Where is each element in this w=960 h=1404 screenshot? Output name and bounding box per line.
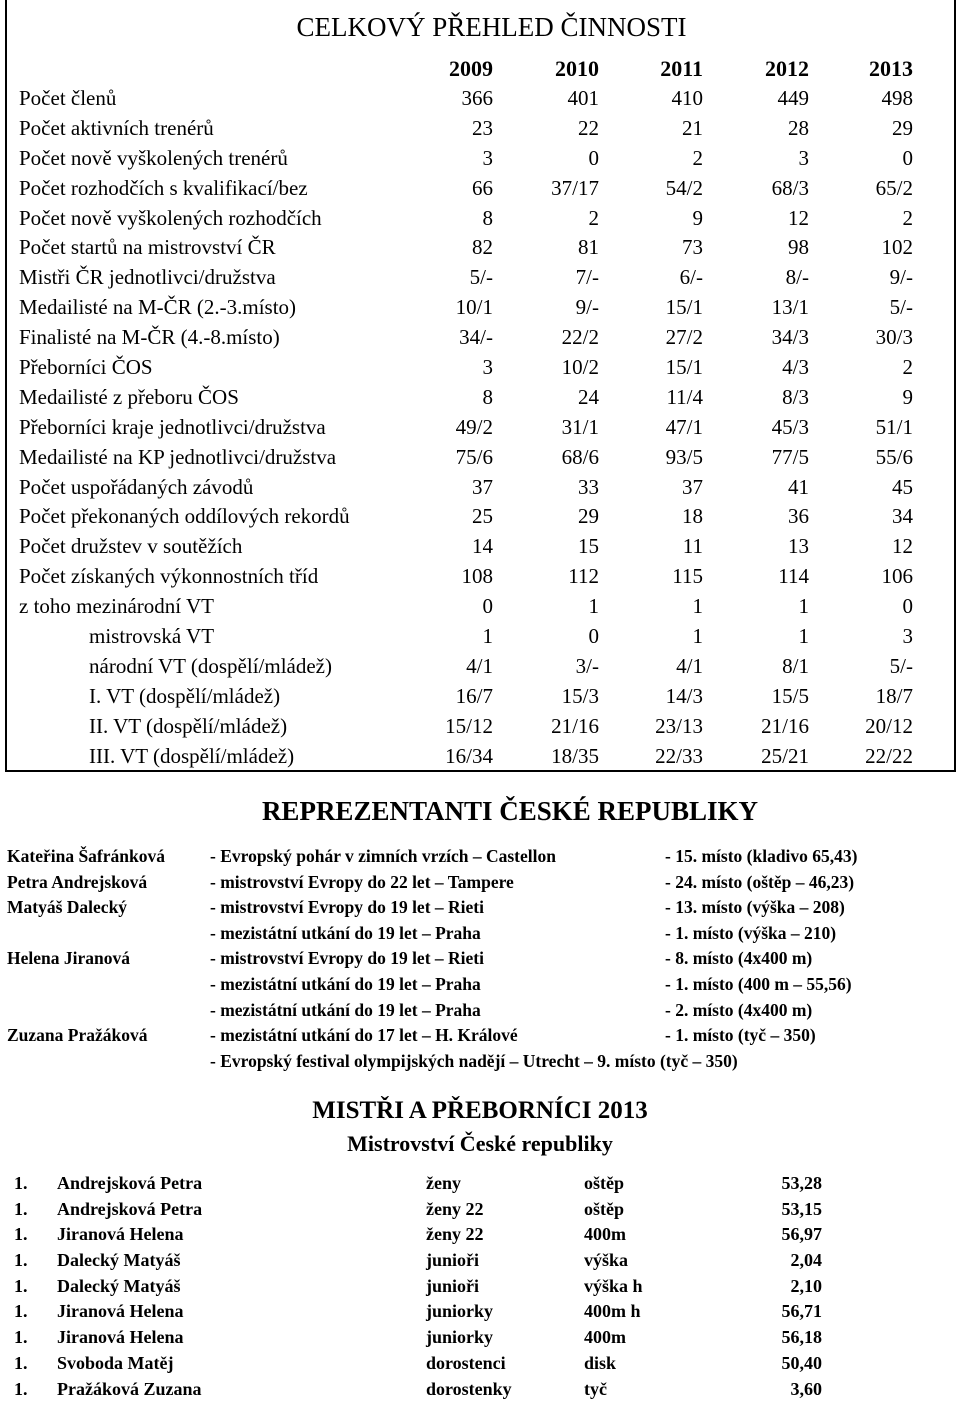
stat-row xyxy=(7,235,956,265)
stat-value: 11 xyxy=(613,534,703,559)
stat-label: Počet družstev v soutěžích xyxy=(19,534,242,559)
stat-row xyxy=(7,295,956,325)
stat-value: 13/1 xyxy=(719,295,809,320)
representative-event: - mezistátní utkání do 17 let – H. Králové xyxy=(210,1025,518,1046)
stat-row xyxy=(7,475,956,505)
stat-value: 2 xyxy=(823,355,913,380)
stat-value: 28 xyxy=(719,116,809,141)
representative-result: - 13. místo (výška – 208) xyxy=(665,897,845,918)
stat-label: z toho mezinárodní VT xyxy=(19,594,214,619)
stat-value: 47/1 xyxy=(613,415,703,440)
champion-result: 3,60 xyxy=(720,1379,822,1400)
stat-label: II. VT (dospělí/mládež) xyxy=(89,714,287,739)
stat-value: 11/4 xyxy=(613,385,703,410)
year-header: 2010 xyxy=(509,56,599,82)
stat-value: 34/3 xyxy=(719,325,809,350)
stat-value: 112 xyxy=(509,564,599,589)
stat-value: 36 xyxy=(719,504,809,529)
stat-value: 14/3 xyxy=(613,684,703,709)
stat-value: 15/1 xyxy=(613,355,703,380)
stat-value: 82 xyxy=(403,235,493,260)
champion-result: 50,40 xyxy=(720,1353,822,1374)
champion-name: Svoboda Matěj xyxy=(57,1353,174,1374)
champions-list xyxy=(0,1173,960,1404)
representative-result: - 15. místo (kladivo 65,43) xyxy=(665,846,858,867)
stat-value: 115 xyxy=(613,564,703,589)
stat-value: 12 xyxy=(823,534,913,559)
representative-name: Kateřina Šafránková xyxy=(7,846,165,867)
stat-value: 30/3 xyxy=(823,325,913,350)
stat-value: 16/7 xyxy=(403,684,493,709)
stat-row xyxy=(7,624,956,654)
stat-value: 21/16 xyxy=(719,714,809,739)
stat-label: Medailisté z přeboru ČOS xyxy=(19,385,239,410)
stat-value: 9/- xyxy=(509,295,599,320)
representative-name: Matyáš Dalecký xyxy=(7,897,127,918)
stat-value: 15 xyxy=(509,534,599,559)
stat-label: Počet startů na mistrovství ČR xyxy=(19,235,276,260)
stat-value: 5/- xyxy=(823,295,913,320)
champion-rank: 1. xyxy=(14,1199,28,1220)
stat-value: 5/- xyxy=(823,654,913,679)
stat-value: 0 xyxy=(823,146,913,171)
stat-value: 18 xyxy=(613,504,703,529)
champion-category: dorostenci xyxy=(426,1353,506,1374)
stat-value: 1 xyxy=(509,594,599,619)
stat-value: 54/2 xyxy=(613,176,703,201)
stat-row xyxy=(7,594,956,624)
representative-row xyxy=(0,872,960,898)
champion-rank: 1. xyxy=(14,1250,28,1271)
stat-value: 34/- xyxy=(403,325,493,350)
stat-value: 81 xyxy=(509,235,599,260)
champion-discipline: oštěp xyxy=(584,1173,624,1194)
stat-value: 16/34 xyxy=(403,744,493,769)
stat-label: Finalisté na M-ČR (4.-8.místo) xyxy=(19,325,280,350)
representative-event: - mezistátní utkání do 19 let – Praha xyxy=(210,1000,481,1021)
stat-value: 37 xyxy=(613,475,703,500)
champion-category: juniorky xyxy=(426,1301,493,1322)
stat-value: 12 xyxy=(719,206,809,231)
champion-name: Dalecký Matyáš xyxy=(57,1250,180,1271)
stat-value: 24 xyxy=(509,385,599,410)
representatives-list xyxy=(0,846,960,1076)
champion-result: 56,18 xyxy=(720,1327,822,1348)
stat-label: národní VT (dospělí/mládež) xyxy=(89,654,332,679)
stat-label: Medailisté na KP jednotlivci/družstva xyxy=(19,445,336,470)
champion-row xyxy=(0,1353,960,1379)
representative-row xyxy=(0,948,960,974)
stat-row xyxy=(7,504,956,534)
stat-value: 37/17 xyxy=(509,176,599,201)
stat-value: 2 xyxy=(509,206,599,231)
stat-value: 93/5 xyxy=(613,445,703,470)
champion-category: ženy xyxy=(426,1173,461,1194)
champion-row xyxy=(0,1301,960,1327)
stat-value: 0 xyxy=(403,594,493,619)
champion-category: junioři xyxy=(426,1250,479,1271)
champion-discipline: 400m xyxy=(584,1224,626,1245)
stat-row xyxy=(7,564,956,594)
stat-value: 13 xyxy=(719,534,809,559)
representatives-title: REPREZENTANTI ČESKÉ REPUBLIKY xyxy=(0,796,960,827)
champion-name: Andrejsková Petra xyxy=(57,1173,202,1194)
stat-value: 25 xyxy=(403,504,493,529)
stat-value: 65/2 xyxy=(823,176,913,201)
representative-event: - Evropský festival olympijských nadějí – Utrecht – 9. místo (tyč – 350) xyxy=(210,1051,738,1072)
stat-value: 0 xyxy=(823,594,913,619)
stat-label: Počet rozhodčích s kvalifikací/bez xyxy=(19,176,308,201)
stat-row xyxy=(7,86,956,116)
champion-category: dorostenky xyxy=(426,1379,512,1400)
stat-value: 21 xyxy=(613,116,703,141)
stat-value: 22 xyxy=(509,116,599,141)
champion-result: 2,04 xyxy=(720,1250,822,1271)
stat-row xyxy=(7,714,956,744)
stat-value: 22/22 xyxy=(823,744,913,769)
representative-result: - 8. místo (4x400 m) xyxy=(665,948,812,969)
stat-label: Mistři ČR jednotlivci/družstva xyxy=(19,265,276,290)
champion-category: ženy 22 xyxy=(426,1199,484,1220)
champion-discipline: 400m xyxy=(584,1327,626,1348)
stats-table xyxy=(7,86,956,772)
stat-value: 29 xyxy=(509,504,599,529)
stat-value: 0 xyxy=(509,146,599,171)
stat-value: 18/7 xyxy=(823,684,913,709)
stat-row xyxy=(7,654,956,684)
stat-label: Počet uspořádaných závodů xyxy=(19,475,253,500)
stat-value: 34 xyxy=(823,504,913,529)
stat-value: 1 xyxy=(613,594,703,619)
champion-rank: 1. xyxy=(14,1327,28,1348)
overview-section xyxy=(5,0,956,772)
stat-label: Počet aktivních trenérů xyxy=(19,116,214,141)
representative-name: Zuzana Pražáková xyxy=(7,1025,148,1046)
representative-result: - 1. místo (tyč – 350) xyxy=(665,1025,816,1046)
stat-row xyxy=(7,176,956,206)
champion-row xyxy=(0,1379,960,1404)
champion-rank: 1. xyxy=(14,1353,28,1374)
stat-value: 15/3 xyxy=(509,684,599,709)
stat-value: 3 xyxy=(719,146,809,171)
stat-value: 22/33 xyxy=(613,744,703,769)
representative-result: - 1. místo (výška – 210) xyxy=(665,923,836,944)
stat-value: 102 xyxy=(823,235,913,260)
champions-title: MISTŘI A PŘEBORNÍCI 2013 xyxy=(0,1097,960,1125)
stat-value: 498 xyxy=(823,86,913,111)
stat-value: 25/21 xyxy=(719,744,809,769)
stat-label: Počet nově vyškolených rozhodčích xyxy=(19,206,322,231)
stat-value: 27/2 xyxy=(613,325,703,350)
stat-value: 1 xyxy=(719,594,809,619)
stat-row xyxy=(7,146,956,176)
stat-value: 15/5 xyxy=(719,684,809,709)
stat-label: mistrovská VT xyxy=(89,624,214,649)
champion-discipline: oštěp xyxy=(584,1199,624,1220)
stat-value: 4/1 xyxy=(403,654,493,679)
stat-value: 3 xyxy=(403,146,493,171)
stat-row xyxy=(7,445,956,475)
stat-row xyxy=(7,744,956,772)
stat-value: 10/2 xyxy=(509,355,599,380)
stat-value: 4/3 xyxy=(719,355,809,380)
champion-result: 53,15 xyxy=(720,1199,822,1220)
stat-row xyxy=(7,684,956,714)
champion-row xyxy=(0,1224,960,1250)
stat-label: Počet členů xyxy=(19,86,116,111)
stat-value: 7/- xyxy=(509,265,599,290)
stat-value: 3 xyxy=(403,355,493,380)
stat-label: Počet získaných výkonnostních tříd xyxy=(19,564,318,589)
stat-value: 410 xyxy=(613,86,703,111)
representative-row xyxy=(0,1000,960,1026)
champion-rank: 1. xyxy=(14,1276,28,1297)
stat-label: Počet překonaných oddílových rekordů xyxy=(19,504,350,529)
champion-rank: 1. xyxy=(14,1301,28,1322)
years-header-row xyxy=(7,56,956,86)
stat-value: 49/2 xyxy=(403,415,493,440)
stat-value: 8 xyxy=(403,385,493,410)
stat-label: Přeborníci kraje jednotlivci/družstva xyxy=(19,415,326,440)
representative-event: - mistrovství Evropy do 19 let – Rieti xyxy=(210,897,484,918)
stat-label: Počet nově vyškolených trenérů xyxy=(19,146,288,171)
stat-value: 51/1 xyxy=(823,415,913,440)
champion-category: juniorky xyxy=(426,1327,493,1348)
representative-result: - 1. místo (400 m – 55,56) xyxy=(665,974,852,995)
stat-value: 5/- xyxy=(403,265,493,290)
champion-discipline: tyč xyxy=(584,1379,607,1400)
stat-value: 401 xyxy=(509,86,599,111)
representative-event: - Evropský pohár v zimních vrzích – Castellon xyxy=(210,846,556,867)
stat-value: 68/6 xyxy=(509,445,599,470)
champion-discipline: disk xyxy=(584,1353,616,1374)
stat-value: 15/12 xyxy=(403,714,493,739)
year-header: 2012 xyxy=(719,56,809,82)
champion-name: Jiranová Helena xyxy=(57,1301,184,1322)
stat-value: 114 xyxy=(719,564,809,589)
champion-row xyxy=(0,1250,960,1276)
stat-value: 29 xyxy=(823,116,913,141)
stat-value: 8/- xyxy=(719,265,809,290)
stat-value: 8/1 xyxy=(719,654,809,679)
stat-value: 55/6 xyxy=(823,445,913,470)
stat-value: 23/13 xyxy=(613,714,703,739)
champion-category: junioři xyxy=(426,1276,479,1297)
champion-name: Dalecký Matyáš xyxy=(57,1276,180,1297)
stat-value: 1 xyxy=(719,624,809,649)
stat-row xyxy=(7,385,956,415)
stat-value: 23 xyxy=(403,116,493,141)
stat-value: 33 xyxy=(509,475,599,500)
stat-value: 4/1 xyxy=(613,654,703,679)
stat-value: 14 xyxy=(403,534,493,559)
year-header: 2013 xyxy=(823,56,913,82)
champion-name: Andrejsková Petra xyxy=(57,1199,202,1220)
representative-event: - mistrovství Evropy do 22 let – Tampere xyxy=(210,872,514,893)
stat-value: 106 xyxy=(823,564,913,589)
stat-value: 0 xyxy=(509,624,599,649)
representative-row xyxy=(0,923,960,949)
champion-name: Jiranová Helena xyxy=(57,1327,184,1348)
champion-row xyxy=(0,1327,960,1353)
stat-value: 9/- xyxy=(823,265,913,290)
champion-category: ženy 22 xyxy=(426,1224,484,1245)
stat-row xyxy=(7,415,956,445)
stat-value: 68/3 xyxy=(719,176,809,201)
representative-result: - 2. místo (4x400 m) xyxy=(665,1000,812,1021)
champion-result: 56,71 xyxy=(720,1301,822,1322)
stat-value: 8/3 xyxy=(719,385,809,410)
stat-value: 3/- xyxy=(509,654,599,679)
stat-value: 3 xyxy=(823,624,913,649)
stat-row xyxy=(7,534,956,564)
representative-row xyxy=(0,1051,960,1077)
stat-row xyxy=(7,206,956,236)
stat-value: 18/35 xyxy=(509,744,599,769)
champion-rank: 1. xyxy=(14,1173,28,1194)
representative-result: - 24. místo (oštěp – 46,23) xyxy=(665,872,854,893)
stat-value: 108 xyxy=(403,564,493,589)
champions-subtitle: Mistrovství České republiky xyxy=(0,1131,960,1157)
stat-value: 45 xyxy=(823,475,913,500)
stat-value: 20/12 xyxy=(823,714,913,739)
stat-value: 77/5 xyxy=(719,445,809,470)
stat-value: 2 xyxy=(613,146,703,171)
stat-value: 98 xyxy=(719,235,809,260)
stat-label: Medailisté na M-ČR (2.-3.místo) xyxy=(19,295,296,320)
stat-value: 1 xyxy=(613,624,703,649)
representative-row xyxy=(0,846,960,872)
champion-discipline: výška xyxy=(584,1250,628,1271)
stat-value: 15/1 xyxy=(613,295,703,320)
representative-event: - mezistátní utkání do 19 let – Praha xyxy=(210,974,481,995)
year-header: 2009 xyxy=(403,56,493,82)
champion-result: 56,97 xyxy=(720,1224,822,1245)
champion-discipline: výška h xyxy=(584,1276,643,1297)
stat-value: 22/2 xyxy=(509,325,599,350)
stat-row xyxy=(7,355,956,385)
stat-label: III. VT (dospělí/mládež) xyxy=(89,744,294,769)
champion-rank: 1. xyxy=(14,1379,28,1400)
stat-value: 2 xyxy=(823,206,913,231)
champion-name: Jiranová Helena xyxy=(57,1224,184,1245)
stat-value: 37 xyxy=(403,475,493,500)
stat-row xyxy=(7,265,956,295)
stat-value: 45/3 xyxy=(719,415,809,440)
stat-value: 366 xyxy=(403,86,493,111)
champion-row xyxy=(0,1173,960,1199)
champion-discipline: 400m h xyxy=(584,1301,641,1322)
representative-row xyxy=(0,1025,960,1051)
stat-value: 1 xyxy=(403,624,493,649)
stat-value: 73 xyxy=(613,235,703,260)
stat-label: I. VT (dospělí/mládež) xyxy=(89,684,280,709)
representative-event: - mezistátní utkání do 19 let – Praha xyxy=(210,923,481,944)
representative-row xyxy=(0,897,960,923)
stat-value: 449 xyxy=(719,86,809,111)
overview-title: CELKOVÝ PŘEHLED ČINNOSTI xyxy=(7,12,956,43)
champion-rank: 1. xyxy=(14,1224,28,1245)
champion-result: 2,10 xyxy=(720,1276,822,1297)
year-header: 2011 xyxy=(613,56,703,82)
stat-row xyxy=(7,325,956,355)
stat-value: 10/1 xyxy=(403,295,493,320)
stat-value: 8 xyxy=(403,206,493,231)
stat-value: 9 xyxy=(613,206,703,231)
champion-name: Pražáková Zuzana xyxy=(57,1379,202,1400)
champion-row xyxy=(0,1276,960,1302)
representative-row xyxy=(0,974,960,1000)
representative-name: Helena Jiranová xyxy=(7,948,130,969)
champion-result: 53,28 xyxy=(720,1173,822,1194)
stat-label: Přeborníci ČOS xyxy=(19,355,153,380)
stat-value: 75/6 xyxy=(403,445,493,470)
champion-row xyxy=(0,1199,960,1225)
stat-value: 66 xyxy=(403,176,493,201)
stat-value: 6/- xyxy=(613,265,703,290)
stat-value: 9 xyxy=(823,385,913,410)
stat-value: 31/1 xyxy=(509,415,599,440)
stat-row xyxy=(7,116,956,146)
stat-value: 41 xyxy=(719,475,809,500)
representative-event: - mistrovství Evropy do 19 let – Rieti xyxy=(210,948,484,969)
representative-name: Petra Andrejsková xyxy=(7,872,147,893)
stat-value: 21/16 xyxy=(509,714,599,739)
